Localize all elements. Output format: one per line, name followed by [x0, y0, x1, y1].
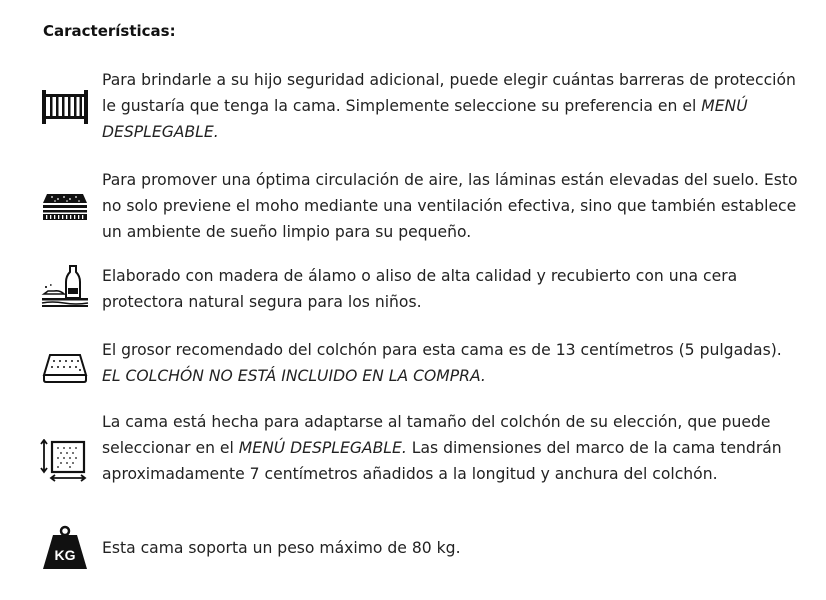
crib-icon	[40, 84, 90, 128]
feature-text-mattress-thickness: El grosor recomendado del colchón para esta cama es de 13 centímetros (5 pulgadas). EL COLCHÓN NO ESTÁ INCLUIDO EN LA COMPRA.	[102, 341, 782, 385]
weight-kg-icon	[40, 525, 90, 569]
mattress-dimensions-icon	[40, 439, 90, 483]
dropdown-menu-reference: MENÚ DESPLEGABLE.	[238, 439, 407, 457]
feature-text-air-circulation: Para promover una óptima circulación de aire, las láminas están elevadas del suelo. Esto no solo previene el moho mediante una ventilación efectiva, sino que también establece un ambiente de sueño limpio para su pequeño.	[102, 171, 798, 241]
mattress-icon	[40, 345, 90, 389]
weight-label: KG	[54, 547, 76, 563]
feature-text-mattress-size: La cama está hecha para adaptarse al tamaño del colchón de su elección, que puede seleccionar en el MENÚ DESPLEGABLE. Las dimensiones del marco de la cama tendrán aproximadamente 7 centímetros añadidos a la longitud y anchura del colchón.	[102, 413, 782, 483]
feature-text-wood-wax: Elaborado con madera de álamo o aliso de alta calidad y recubierto con una cera protectora natural segura para los niños.	[102, 267, 738, 311]
mattress-not-included-notice: EL COLCHÓN NO ESTÁ INCLUIDO EN LA COMPRA.	[102, 367, 486, 385]
features-heading: Características:	[43, 22, 176, 40]
dropdown-menu-reference: MENÚ DESPLEGABLE.	[102, 97, 748, 141]
mattress-slats-icon	[40, 184, 90, 228]
feature-text-weight-capacity: Esta cama soporta un peso máximo de 80 kg.	[102, 539, 461, 557]
feature-text-safety-barriers: Para brindarle a su hijo seguridad adicional, puede elegir cuántas barreras de protección le gustaría que tenga la cama. Simplemente seleccione su preferencia en el MENÚ DESPLEGABLE.	[102, 71, 796, 141]
wood-wax-bottle-icon	[40, 264, 90, 308]
